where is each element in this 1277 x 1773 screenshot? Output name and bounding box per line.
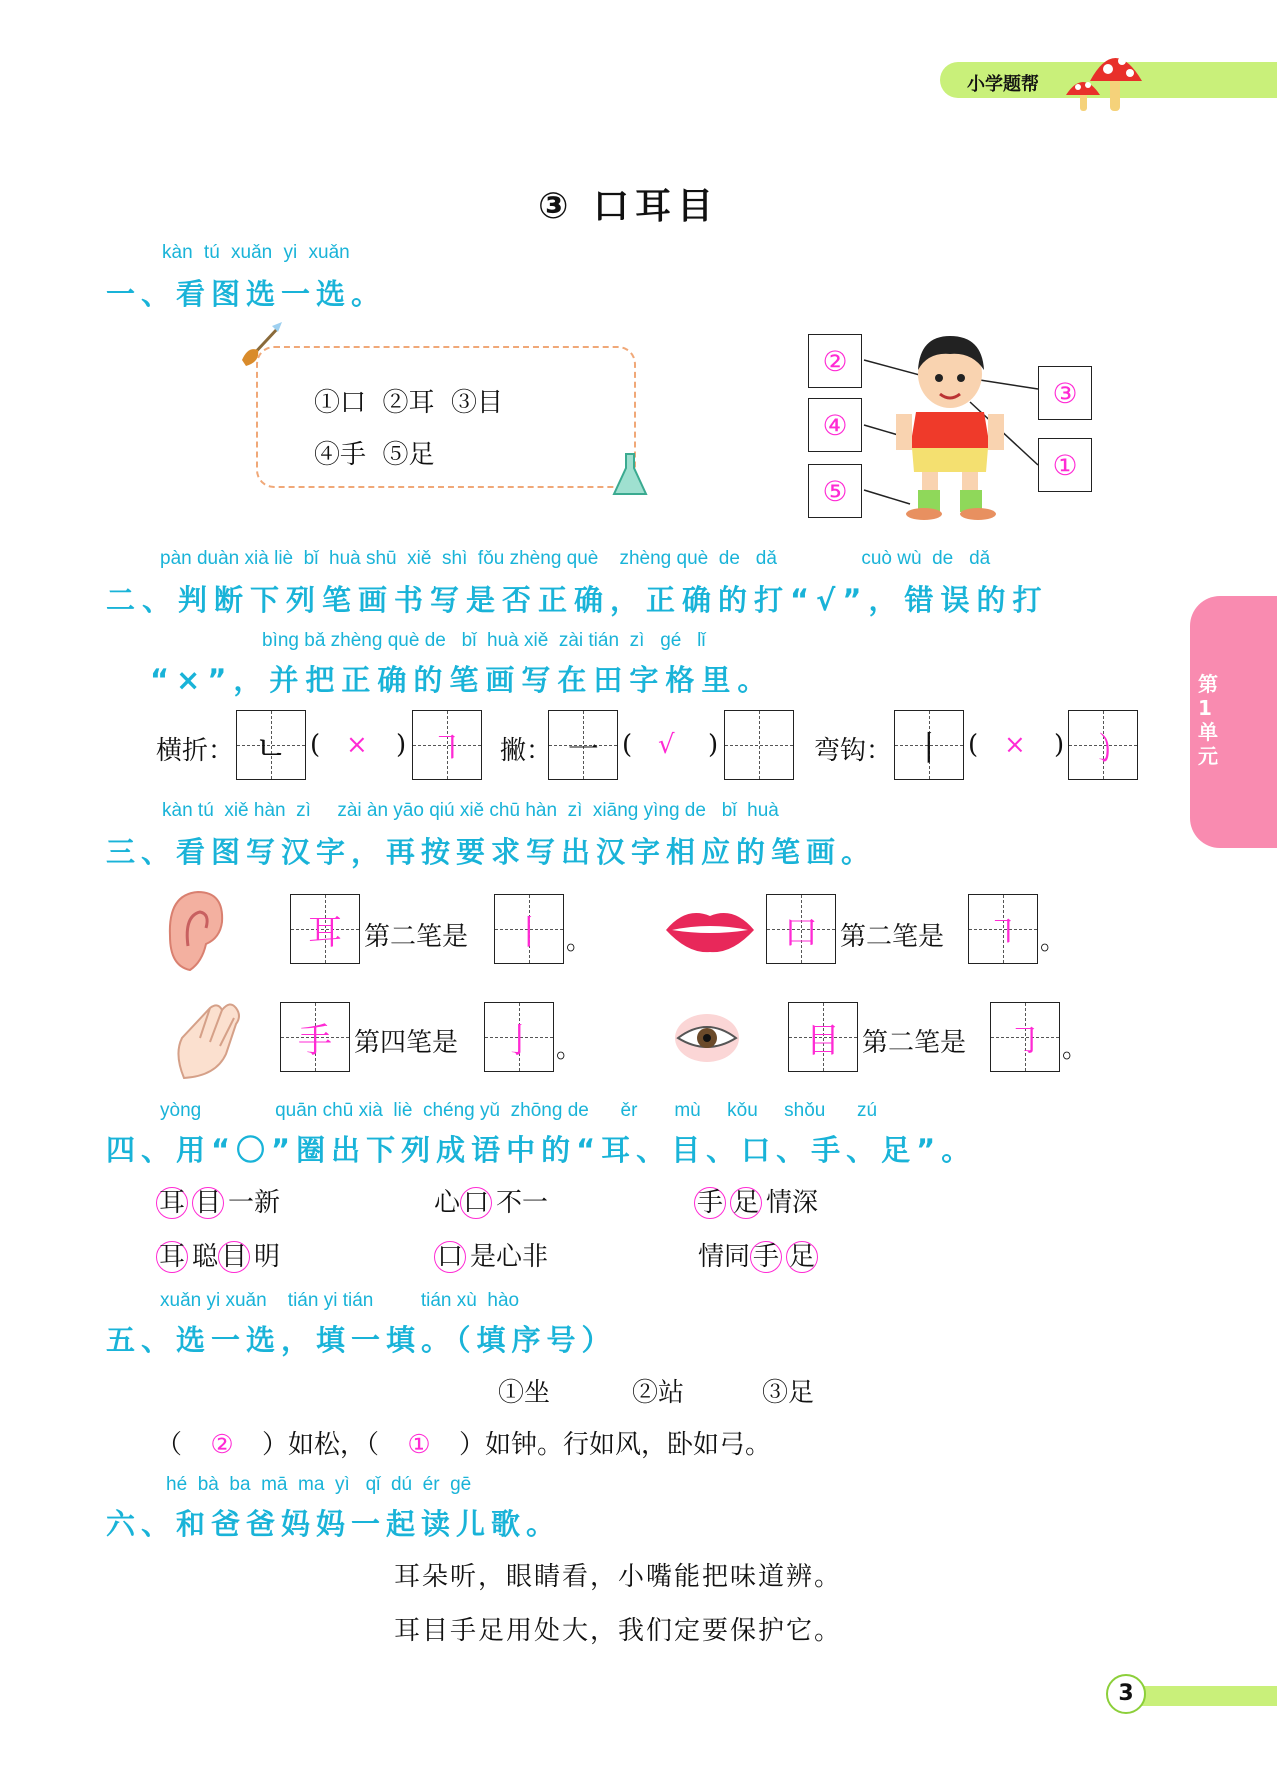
sec3-prompt-eye: 第二笔是 [862, 1028, 967, 1058]
idiom-5 [434, 1236, 548, 1273]
sec5-option-3: ③足 [762, 1378, 815, 1408]
page-number: 3 [1106, 1674, 1146, 1714]
idiom-3 [694, 1182, 818, 1219]
char-answer: 手 [298, 1020, 332, 1061]
stroke-grid-wangou [894, 710, 964, 780]
sec3-prompt-hand: 第四笔是 [354, 1028, 459, 1058]
answer-grid-wangou[interactable] [1068, 710, 1138, 780]
sec6-pinyin: hé bà ba mā ma yì qǐ dú ér gē [166, 1474, 472, 1495]
stroke-sample: ㇐ [566, 728, 600, 769]
idiom-2 [434, 1182, 548, 1219]
paren-open: （ [156, 1430, 183, 1460]
char-grid-ear[interactable] [290, 894, 360, 964]
stroke-answer: ㇆ [1008, 1020, 1042, 1061]
stroke-grid-eye[interactable] [990, 1002, 1060, 1072]
sentence-mid: ）如松，（ [262, 1430, 380, 1460]
unit-label: 第1单元 [1198, 672, 1218, 768]
circled-char[interactable]: 足 [786, 1241, 818, 1273]
char-answer: 耳 [308, 912, 342, 953]
sec3-prompt-ear: 第二笔是 [364, 922, 469, 952]
judge-mark-wangou[interactable]: × [1004, 730, 1026, 760]
circled-char[interactable]: 手 [750, 1241, 782, 1273]
judge-mark-hengzhe[interactable]: × [346, 730, 368, 760]
circled-char[interactable]: 目 [192, 1187, 224, 1219]
flask-icon [610, 450, 650, 500]
stroke-label-pie: 撇： [500, 736, 553, 766]
idiom-rest: 不一 [496, 1188, 549, 1218]
ear-illustration [160, 886, 230, 976]
judge-open-paren: ( [622, 730, 633, 760]
circled-char[interactable]: 耳 [156, 1241, 188, 1273]
stroke-sample: 丨 [912, 728, 946, 769]
char-answer: 目 [806, 1020, 840, 1061]
sec4-pinyin: yòng quān chū xià liè chéng yǔ zhōng de ěr mù kǒu shǒu zú [160, 1100, 878, 1121]
sec2-pinyin2: bìng bǎ zhèng què de bǐ huà xiě zài tián zì gé lǐ [262, 630, 706, 651]
sec5-option-1: ①坐 [498, 1378, 551, 1408]
mushroom-icon [1060, 45, 1150, 115]
period: 。 [1062, 1034, 1089, 1064]
sec3-prompt-mouth: 第二笔是 [840, 922, 945, 952]
fill-answer-1[interactable]: ② [210, 1430, 234, 1460]
sec1-heading: 一、看图选一选。 [106, 277, 387, 311]
fill-answer-2[interactable]: ① [407, 1430, 431, 1460]
circled-char[interactable]: 耳 [156, 1187, 188, 1219]
sec3-pinyin: kàn tú xiě hàn zì zài àn yāo qiú xiě chū hàn zì xiāng yìng de bǐ huà [162, 800, 779, 821]
period: 。 [1040, 926, 1067, 956]
stroke-grid-hengzhe [236, 710, 306, 780]
stroke-grid-pie [548, 710, 618, 780]
sec1-pinyin: kàn tú xuǎn yi xuǎn [162, 242, 350, 263]
idiom-rest: 一新 [228, 1188, 281, 1218]
answer-box-top-right[interactable]: ③ [1038, 366, 1092, 420]
stroke-grid-ear[interactable] [494, 894, 564, 964]
lips-illustration [662, 900, 758, 960]
circled-char[interactable]: 口 [460, 1187, 492, 1219]
idiom-4 [156, 1236, 280, 1273]
judge-mark-pie[interactable]: √ [658, 730, 675, 760]
idiom-pre: 情同 [698, 1242, 751, 1272]
page-title: ③ 口耳目 [538, 186, 720, 227]
period: 。 [566, 926, 593, 956]
sec2-heading1: 二、判断下列笔画书写是否正确，正确的打“√”，错误的打 [106, 583, 1049, 617]
answer-stroke [725, 711, 793, 779]
sec2-pinyin1: pàn duàn xià liè bǐ huà shū xiě shì fǒu zhèng què zhèng què de dǎ cuò wù de dǎ [160, 548, 991, 569]
idiom-6 [698, 1236, 822, 1273]
judge-open-paren: ( [310, 730, 321, 760]
idiom-1 [156, 1182, 280, 1219]
stroke-answer: ㇕ [986, 912, 1020, 953]
answer-grid-hengzhe[interactable] [412, 710, 482, 780]
eye-illustration [672, 1010, 742, 1066]
circled-char[interactable]: 手 [694, 1187, 726, 1219]
stroke-sample: ㄴ [254, 728, 288, 769]
judge-close-paren: ) [396, 730, 407, 760]
idiom-rest: 是心非 [470, 1242, 549, 1272]
sec6-heading: 六、和爸爸妈妈一起读儿歌。 [106, 1507, 562, 1541]
idiom-rest: 明 [254, 1242, 281, 1272]
poem-line-2: 耳目手足用处大，我们定要保护它。 [394, 1616, 843, 1646]
answer-grid-pie[interactable] [724, 710, 794, 780]
stroke-label-wangou: 弯钩： [814, 736, 893, 766]
sec2-heading2: “×”，并把正确的笔画写在田字格里。 [150, 663, 774, 697]
judge-close-paren: ) [708, 730, 719, 760]
circled-char[interactable]: 口 [434, 1241, 466, 1273]
answer-box-bottom-left[interactable]: ⑤ [808, 464, 862, 518]
stroke-answer: 丨 [512, 912, 546, 953]
stroke-label-hengzhe: 横折： [156, 736, 235, 766]
idiom-mid: 聪 [192, 1242, 219, 1272]
char-grid-mouth[interactable] [766, 894, 836, 964]
answer-box-top-left[interactable]: ② [808, 334, 862, 388]
period: 。 [556, 1034, 583, 1064]
poem-line-1: 耳朵听，眼睛看，小嘴能把味道辨。 [394, 1562, 843, 1592]
sec5-pinyin: xuǎn yi xuǎn tián yi tián tián xù hào [160, 1290, 520, 1311]
char-grid-hand[interactable] [280, 1002, 350, 1072]
circled-char[interactable]: 目 [218, 1241, 250, 1273]
sec5-sentence [156, 1424, 771, 1461]
options-line2: ④手 ⑤足 [314, 440, 435, 470]
answer-stroke: ㇁ [1086, 728, 1120, 769]
answer-box-mid-left[interactable]: ④ [808, 398, 862, 452]
hand-illustration [170, 994, 244, 1084]
idiom-pre: 心 [434, 1188, 461, 1218]
circled-char[interactable]: 足 [730, 1187, 762, 1219]
idiom-rest: 情深 [766, 1188, 819, 1218]
char-answer: 口 [784, 912, 818, 953]
judge-close-paren: ) [1054, 730, 1065, 760]
stroke-answer: 亅 [502, 1020, 536, 1061]
judge-open-paren: ( [968, 730, 979, 760]
sec5-heading: 五、选一选，填一填。（填序号） [106, 1323, 617, 1357]
header-brand: 小学题帮 [967, 74, 1039, 95]
answer-stroke: ㇕ [430, 728, 464, 769]
options-line1: ①口 ②耳 ③目 [314, 388, 504, 418]
char-grid-eye[interactable] [788, 1002, 858, 1072]
answer-box-bottom-right[interactable]: ① [1038, 438, 1092, 492]
stroke-grid-hand[interactable] [484, 1002, 554, 1072]
stroke-grid-mouth[interactable] [968, 894, 1038, 964]
sec5-option-2: ②站 [632, 1378, 685, 1408]
sentence-end: ）如钟。行如风，卧如弓。 [459, 1430, 772, 1460]
sec4-heading: 四、用“〇”圈出下列成语中的“耳、目、口、手、足”。 [106, 1133, 977, 1167]
sec3-heading: 三、看图写汉字，再按要求写出汉字相应的笔画。 [106, 835, 877, 869]
